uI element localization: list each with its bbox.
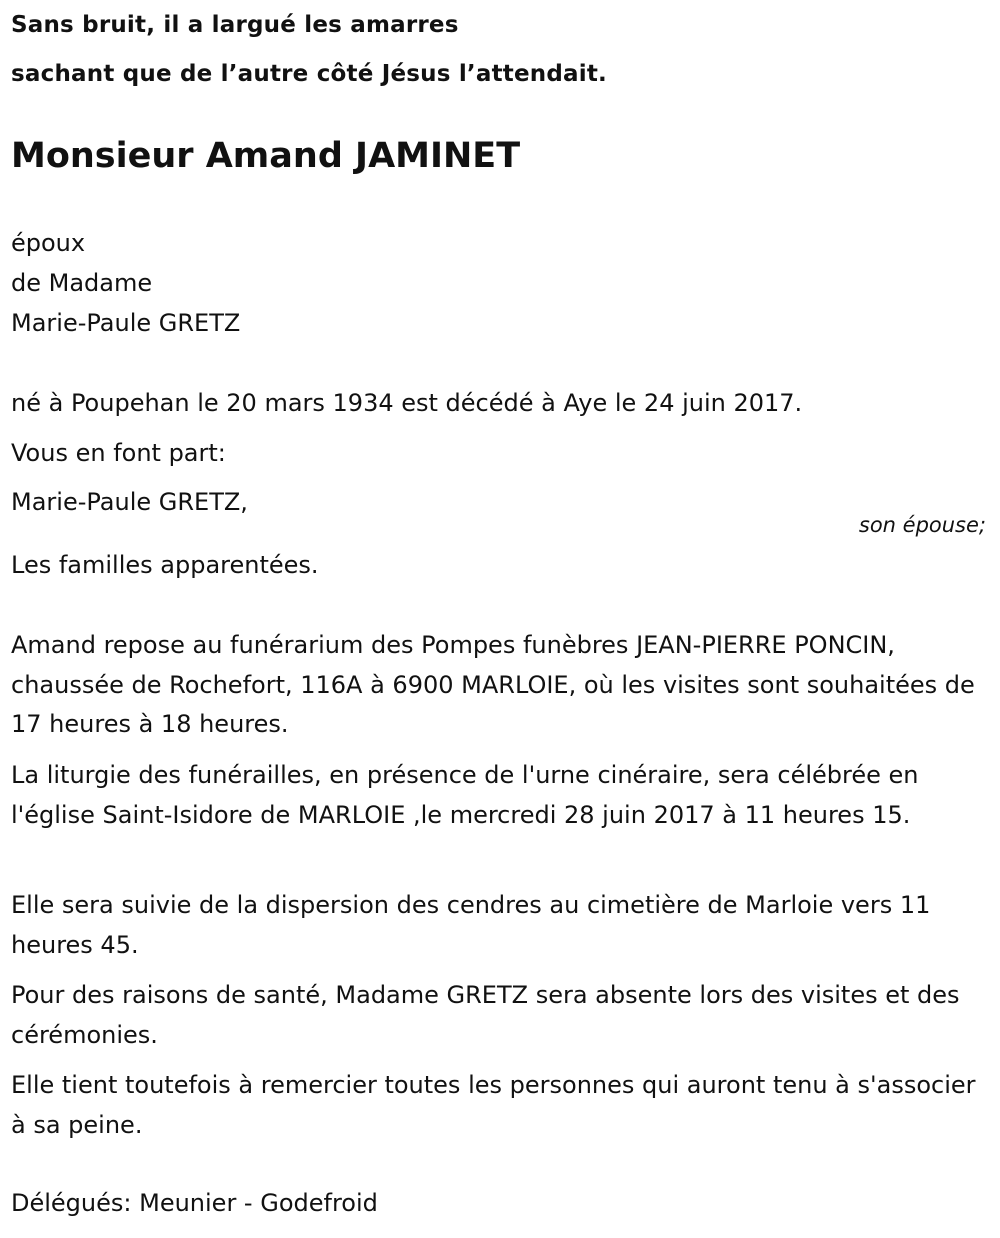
- announcement-intro: Vous en font part:: [11, 439, 226, 467]
- health-note-paragraph: Pour des raisons de santé, Madame GRETZ sera absente lors des visites et des cérémonies.: [11, 981, 960, 1049]
- visitation-paragraph: Amand repose au funérarium des Pompes funèbres JEAN-PIERRE PONCIN, chaussée de Rochefort, 116A à 6900 MARLOIE, où les visites sont souhaitées de 17 heures à 18 heures.: [11, 631, 975, 738]
- liturgy-paragraph: La liturgie des funérailles, en présence de l'urne cinéraire, sera célébrée en l'église Saint-Isidore de MARLOIE ,le mercredi 28 juin 2017 à 11 heures 15.: [11, 761, 919, 829]
- spouse-relation: époux: [11, 229, 86, 257]
- spouse-prefix: de Madame: [11, 269, 153, 297]
- delegates-line: Délégués: Meunier - Godefroid: [11, 1189, 378, 1217]
- spouse-name: Marie-Paule GRETZ: [11, 309, 241, 337]
- mourner-role: son épouse;: [858, 513, 986, 537]
- families-line: Les familles apparentées.: [11, 551, 319, 579]
- verse-line-1: Sans bruit, il a largué les amarres: [11, 12, 459, 38]
- verse-line-2: sachant que de l’autre côté Jésus l’attendait.: [11, 61, 607, 87]
- mourner-name: Marie-Paule GRETZ,: [11, 488, 248, 516]
- dispersion-paragraph: Elle sera suivie de la dispersion des cendres au cimetière de Marloie vers 11 heures 45.: [11, 891, 931, 959]
- birth-death-line: né à Poupehan le 20 mars 1934 est décédé à Aye le 24 juin 2017.: [11, 389, 803, 417]
- thanks-paragraph: Elle tient toutefois à remercier toutes les personnes qui auront tenu à s'associer à sa peine.: [11, 1071, 976, 1139]
- deceased-name: Monsieur Amand JAMINET: [11, 136, 521, 176]
